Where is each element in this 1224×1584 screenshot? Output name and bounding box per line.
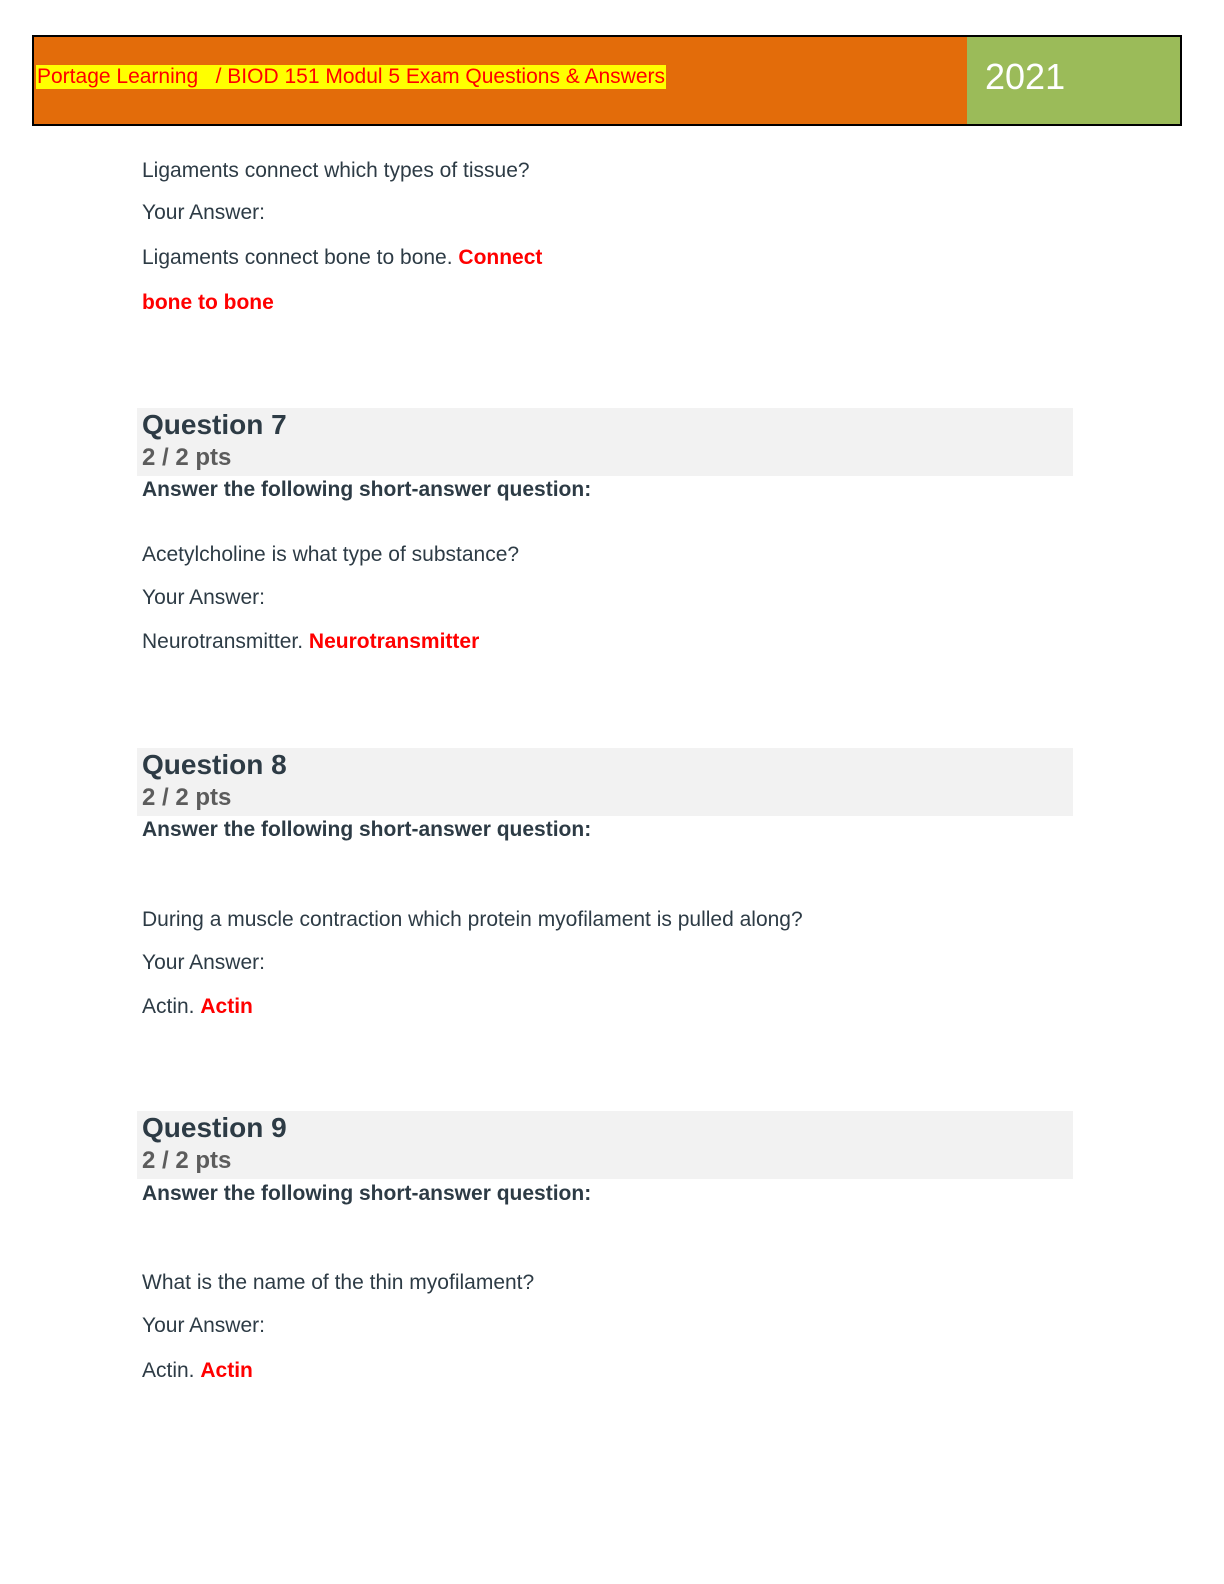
answer-row bbox=[142, 245, 542, 271]
correct-answer: Actin bbox=[200, 1359, 253, 1382]
question-header bbox=[137, 748, 1073, 816]
question-prompt: Ligaments connect which types of tissue? bbox=[142, 159, 530, 182]
question-instruction: Answer the following short-answer question: bbox=[142, 818, 592, 841]
student-answer: Actin. bbox=[142, 995, 195, 1018]
question-header bbox=[137, 408, 1073, 476]
answer-label: Your Answer: bbox=[142, 1314, 265, 1337]
student-answer: Ligaments connect bone to bone. bbox=[142, 246, 453, 269]
answer-row bbox=[142, 629, 479, 655]
header-title-bar bbox=[34, 37, 967, 124]
student-answer: Neurotransmitter. bbox=[142, 630, 304, 653]
question-prompt: During a muscle contraction which protein myofilament is pulled along? bbox=[142, 908, 803, 931]
question-title: Question 8 bbox=[142, 749, 287, 780]
answer-row bbox=[142, 1358, 253, 1384]
question-points: 2 / 2 pts bbox=[142, 784, 232, 811]
question-prompt: Acetylcholine is what type of substance? bbox=[142, 543, 520, 566]
question-title: Question 9 bbox=[142, 1112, 287, 1143]
question-instruction: Answer the following short-answer question: bbox=[142, 478, 592, 501]
student-answer: Actin. bbox=[142, 1359, 195, 1382]
answer-row bbox=[142, 994, 253, 1020]
correct-answer: Actin bbox=[200, 995, 253, 1018]
correct-answer: Neurotransmitter bbox=[308, 630, 480, 653]
question-header bbox=[137, 1111, 1073, 1179]
header-year: 2021 bbox=[985, 56, 1066, 97]
correct-answer-continued: bone to bone bbox=[142, 291, 274, 314]
correct-answer: Connect bbox=[458, 246, 543, 269]
answer-label: Your Answer: bbox=[142, 951, 265, 974]
document-header bbox=[32, 35, 1182, 126]
question-points: 2 / 2 pts bbox=[142, 1147, 232, 1174]
question-prompt: What is the name of the thin myofilament? bbox=[142, 1271, 535, 1294]
answer-label: Your Answer: bbox=[142, 586, 265, 609]
answer-label: Your Answer: bbox=[142, 201, 265, 224]
header-year-box bbox=[967, 37, 1180, 124]
question-instruction: Answer the following short-answer question: bbox=[142, 1182, 592, 1205]
question-title: Question 7 bbox=[142, 409, 287, 440]
header-title: Portage Learning / BIOD 151 Modul 5 Exam Questions & Answers bbox=[37, 65, 665, 88]
question-points: 2 / 2 pts bbox=[142, 444, 232, 471]
